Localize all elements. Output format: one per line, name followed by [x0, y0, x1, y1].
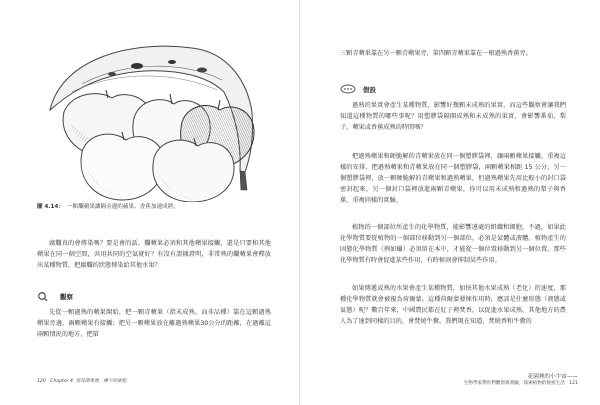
- right-paragraph-3: 把過熟蘋果和硬脆解的青蘋果放在同一個塑膠袋裡，讓兩顆蘋果接觸，重複這樣的安排，把過熟蘋果和青蘋果放在同一個塑膠袋，兩顆蘋果相距 15 公分，另一個塑膠袋裡，放一顆硬脆解的青蘋果和過熟蘋果，但過熟蘋果先用比較小的封口袋密封起來。另一個封口袋裡放進兩顆青蘋果，你可以用未成熟和過熟的梨子與香蕉，重複同樣的實驗。: [340, 153, 566, 205]
- left-footer-chapter: Chapter 4: [50, 379, 73, 384]
- right-footer: [464, 372, 578, 386]
- right-paragraph-5: 如果傳遞或熟的水果會產生某種物質，加快其他水果成熟（老化）的速度，那種化學物質就會被視為荷爾蒙。這種荷爾蒙發揮作用時，應該是什麼形態（液態或氣態）呢？數百年來，中國農民都在紅子裡焚香，以促進水果成熟，其他地方的農人為了達到同樣的目的，會焚燒牛糞。我們現在知道，焚燒香和牛糞的: [340, 285, 566, 326]
- section-observe-label: 觀察: [60, 292, 73, 301]
- right-footer-subtitle: 生物學家帶你們觀察與實驗，探索植物的秘密生活: [463, 381, 565, 386]
- right-paragraph-4: 植物的一個部位所產生的化學物質，能影響遠處的組織和細胞，不過，如果此化學物質要從植物的一個部位移動到另一個部位，必須是氣體或液體。植物產生的固態化學物質（例如蠟）必須留在本中，才能從一個位置移動到另一個位置。那些化學物質有時會促進某些作用，有時候則會抑制某些作用。: [340, 224, 566, 265]
- section-heading-hypothesis: [340, 84, 376, 94]
- right-page: [300, 0, 600, 405]
- left-footer-title: 從花開果實，種子的旅程: [75, 379, 127, 384]
- fruit-illustration: [42, 40, 267, 202]
- thought-bubble-icon: [340, 84, 360, 94]
- right-paragraph-1: 三顆青蘋果靠在另一顆青蘋果旁，第四顆青蘋果靠在一根過熟香蕉旁。: [340, 50, 532, 57]
- figure-caption: [37, 203, 272, 211]
- left-footer: [37, 378, 126, 384]
- figure-caption-label: 圖 4.14：: [37, 204, 64, 210]
- right-footer-title: 花園裡的小宇宙——: [527, 374, 578, 380]
- right-paragraph-2: 過熟的果實會產生某種物質，影響好幾顆未成熟的果實，而這些觀察會讓我們知道這種物質的哪些事呢？用塑膠袋隔開成熟和未成熟的果實，會影響番茄、梨子、蘋果或香蕉成熟的時間嗎？: [340, 102, 566, 132]
- section-hypothesis-label: 假設: [363, 85, 376, 94]
- apple-front-right: [153, 138, 234, 202]
- right-page-number: 121: [569, 381, 578, 386]
- left-page-number: 120: [37, 379, 46, 384]
- apple-front-left: [81, 132, 164, 200]
- left-paragraph-2: 先從一顆過熟的蘋果開始，把一顆青蘋果（指未成熟，而非品種）靠在這顆過熟蘋果旁邊，兩顆蘋果有接觸；把另一顆蘋果放在離過熟蘋果30公分的距離，在過離這兩顆情況的地方，把第: [37, 309, 271, 339]
- magnifier-icon: [37, 291, 57, 301]
- section-heading-observe: [37, 291, 73, 301]
- figure-caption-text: 一顆爛蘋果讓隔旁邊的蘋果、香蕉加速成熟。: [66, 204, 179, 210]
- left-paragraph-1: 腐爛真的會傳染嗎？要是會的話，爛蘋果必須和其他蘋果接觸，還是只要和其他蘋果在同一個空間，共用共同的空氣就好？有沒有證據證明，非常熟的爛蘋果會釋放出某種物質，把腐爛的狀態傳染給其他水果？: [37, 240, 271, 270]
